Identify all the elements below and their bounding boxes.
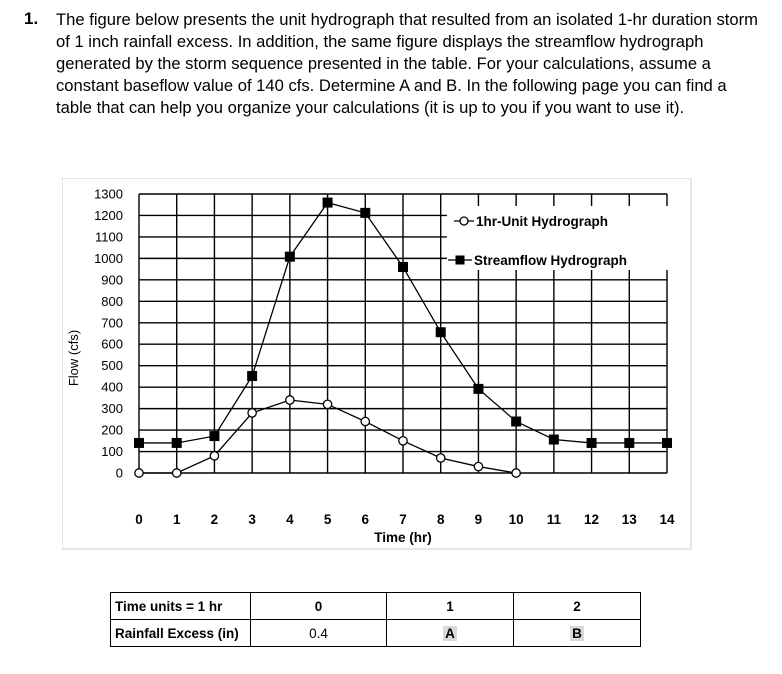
table-row-rainfall: [111, 620, 641, 647]
unit-hydrograph-point: [474, 462, 482, 470]
y-axis-label: Flow (cfs): [66, 329, 81, 387]
rainfall-excess-header: Rainfall Excess (in): [111, 620, 251, 647]
rainfall-cell-2: [514, 620, 641, 647]
unit-hydrograph-point: [361, 417, 369, 425]
problem-number: 1.: [24, 9, 39, 28]
streamflow-hydrograph-point: [549, 435, 559, 445]
x-tick-label: 6: [361, 512, 370, 527]
unit-hydrograph-point: [173, 469, 181, 477]
y-tick-label: 1000: [94, 250, 123, 266]
table-row-time: [111, 593, 641, 620]
unit-hydrograph-point: [323, 400, 331, 408]
streamflow-hydrograph-point: [662, 438, 672, 448]
streamflow-hydrograph-point: [360, 208, 370, 218]
unknown-a: A: [445, 625, 455, 641]
x-tick-label: 3: [248, 512, 256, 527]
x-tick-label: 1: [172, 512, 181, 527]
y-tick-label: 500: [101, 358, 123, 374]
y-tick-label: 400: [101, 379, 123, 395]
unknown-b: B: [572, 625, 582, 641]
unit-hydrograph-point: [512, 469, 520, 477]
time-cell-0: [251, 593, 387, 620]
x-tick-label: 4: [286, 512, 294, 527]
streamflow-hydrograph-point: [587, 438, 597, 448]
rainfall-cell-0: 0.4: [251, 620, 387, 647]
x-tick-label: 12: [584, 512, 600, 527]
y-tick-label: 700: [101, 315, 123, 331]
streamflow-hydrograph-point: [285, 252, 295, 262]
x-tick-label: 9: [474, 512, 483, 527]
x-tick-label: 14: [659, 512, 675, 527]
unit-hydrograph-point: [286, 396, 294, 404]
streamflow-hydrograph-point: [247, 371, 257, 381]
x-tick-label: 11: [546, 512, 561, 527]
streamflow-hydrograph-point: [436, 327, 446, 337]
x-axis-tick-labels: [135, 512, 675, 527]
time-units-header: Time units = 1 hr: [111, 593, 251, 620]
legend: [447, 206, 669, 270]
streamflow-hydrograph-point: [398, 262, 408, 272]
problem-text: The figure below presents the unit hydrograph that resulted from an isolated 1-hr duration storm of 1 inch rainfall excess. In addition, the same figure displays the streamflow hydrograph generated by the storm sequence presented in the table. For your calculations, assume a constant baseflow value of 140 cfs. Determine A and B. In the following page you can find a table that can help you organize your calculations (it is up to you if you want to use it).: [56, 10, 758, 117]
legend-unit-marker: [460, 217, 468, 225]
streamflow-hydrograph-point: [209, 431, 219, 441]
x-tick-label: 0: [135, 512, 143, 527]
x-tick-label: 2: [210, 512, 219, 527]
legend-stream-label: Streamflow Hydrograph: [474, 253, 628, 268]
problem-statement: [24, 9, 764, 119]
x-tick-label: 13: [621, 512, 637, 527]
y-tick-label: 600: [101, 336, 123, 352]
streamflow-hydrograph-point: [511, 416, 521, 426]
y-tick-label: 0: [115, 465, 123, 481]
time-cell-1: 1: [387, 593, 514, 620]
streamflow-hydrograph-point: [172, 438, 182, 448]
unit-hydrograph-point: [437, 454, 445, 462]
streamflow-hydrograph-point: [134, 438, 144, 448]
hydrograph-chart: [62, 178, 692, 550]
unit-hydrograph-point: [210, 452, 218, 460]
rainfall-cell-1: [387, 620, 514, 647]
x-axis-label: Time (hr): [374, 530, 432, 545]
time-value-0: 0: [314, 598, 323, 614]
streamflow-hydrograph-point: [473, 384, 483, 394]
streamflow-hydrograph-point: [624, 438, 634, 448]
unit-hydrograph-point: [399, 437, 407, 445]
unit-hydrograph-point: [135, 469, 143, 477]
y-tick-label: 1300: [94, 186, 123, 202]
x-tick-label: 8: [436, 512, 445, 527]
legend-stream-marker: [456, 256, 465, 265]
y-tick-label: 900: [101, 272, 123, 288]
time-cell-2: 2: [514, 593, 641, 620]
y-tick-label: 200: [101, 422, 123, 438]
streamflow-hydrograph-point: [323, 198, 333, 208]
y-tick-label: 300: [101, 401, 123, 417]
y-tick-label: 1100: [95, 229, 123, 245]
x-tick-label: 7: [399, 512, 407, 527]
y-tick-label: 800: [101, 293, 123, 309]
x-tick-label: 10: [508, 512, 524, 527]
legend-unit-label: 1hr-Unit Hydrograph: [476, 214, 609, 229]
y-tick-label: 1200: [94, 207, 123, 223]
rainfall-table: [110, 592, 641, 647]
y-tick-label: 100: [101, 444, 123, 460]
x-tick-label: 5: [323, 512, 332, 527]
unit-hydrograph-point: [248, 409, 256, 417]
